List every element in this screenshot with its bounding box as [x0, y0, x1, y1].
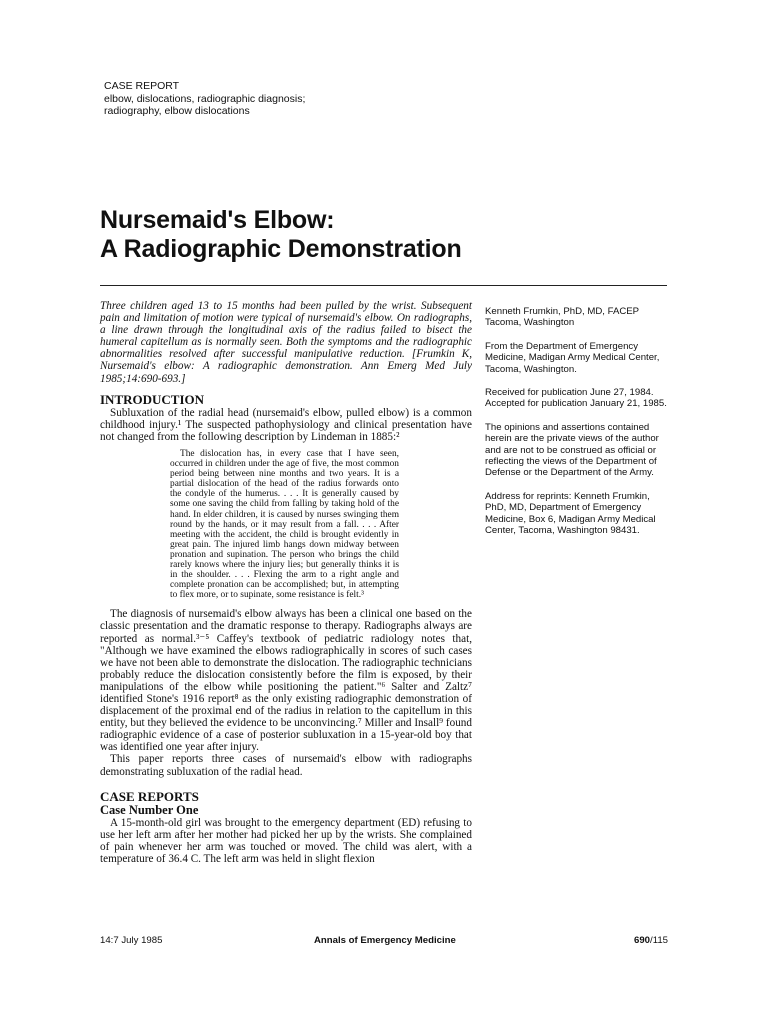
introduction-paragraph-2: The diagnosis of nursemaid's elbow always has been a clinical one based on the classic presentation and the dramatic response to therapy. Radiographs always are reported as normal.³⁻⁵ Caffey's textbook of pediatric radiology notes that, "Although we have examined the elbows radiographically in scores of such cases we have not been able to demonstrate the dislocation. The radiographic technicians probably reduce the dislocation consistently before the film is exposed, by their manipulations of the elbow while positioning the patient."⁶ Salter and Zaltz⁷ identified Stone's 1916 report⁸ as the only existing radiographic demonstration of displacement of the proximal end of the radius in relation to the capitellum in this entity, but they believed the evidence to be unconvincing.⁷ Miller and Insall⁹ found radiographic evidence of a case of posterior subluxation in a 15-year-old boy that was identified one year after injury. — [100, 608, 472, 754]
keywords-line-1: elbow, dislocations, radiographic diagnosis; — [104, 92, 306, 105]
block-quote — [170, 449, 399, 600]
introduction-paragraph-3: This paper reports three cases of nursemaid's elbow with radiographs demonstrating subluxation of the radial head. — [100, 753, 472, 778]
publication-dates: Received for publication June 27, 1984. Accepted for publication January 21, 1985. — [485, 387, 667, 410]
journal-name: Annals of Emergency Medicine — [314, 935, 456, 946]
title-divider — [100, 285, 667, 286]
disclaimer: The opinions and assertions contained herein are the private views of the author and are not to be construed as official or reflecting the views of the Department of Defense or the Department of the Army. — [485, 421, 659, 479]
author-block — [485, 306, 673, 329]
issue-date: 14:7 July 1985 — [100, 935, 163, 946]
article-type-label: CASE REPORT — [104, 80, 180, 92]
keywords-line-2: radiography, elbow dislocations — [104, 105, 250, 117]
article-header — [104, 80, 424, 118]
page-footer — [100, 935, 668, 949]
title-line-2: A Radiographic Demonstration — [100, 235, 462, 263]
introduction-heading: INTRODUCTION — [100, 391, 205, 407]
affiliation: From the Department of Emergency Medicine, Madigan Army Medical Center, Tacoma, Washington. — [485, 340, 660, 375]
reprint-address: Address for reprints: Kenneth Frumkin, PhD, MD, Department of Emergency Medicine, Box 6, Madigan Army Medical Center, Tacoma, Washington 98431. — [485, 490, 656, 537]
author-location: Tacoma, Washington — [485, 317, 575, 329]
case-one-heading: Case Number One — [100, 802, 199, 817]
page-number-main: 690 — [634, 935, 651, 946]
page-number-suffix: /115 — [650, 935, 668, 946]
title-line-1: Nursemaid's Elbow: — [100, 206, 335, 234]
article-title — [100, 206, 462, 264]
main-column — [100, 300, 472, 865]
abstract: Three children aged 13 to 15 months had been pulled by the wrist. Subsequent pain and limitation of motion were typical of nursemaid's elbow. On radiographs, a line drawn through the longitudinal axis of the radius failed to bisect the humeral capitellum as is normally seen. Both the symptoms and the radiographic abnormalities resolved after successful manipulative reduction. [Frumkin K, Nursemaid's elbow: A radiographic demonstration. Ann Emerg Med July 1985;14:690-693.] — [100, 300, 472, 385]
introduction-paragraph-1: Subluxation of the radial head (nursemaid's elbow, pulled elbow) is a common childhood injury.¹ The suspected pathophysiology and clinical presentation have not changed from the following description by Lindeman in 1885:² — [100, 406, 472, 443]
case-reports-heading: CASE REPORTS — [100, 788, 199, 804]
author-name: Kenneth Frumkin, PhD, MD, FACEP — [485, 306, 640, 317]
sidebar-column — [485, 306, 673, 549]
page-number — [634, 935, 668, 946]
quote-text: The dislocation has, in every case that I have seen, occurred in children under the age of five, the most common period being between nine months and two years. It is a partial dislocation of the head of the radius forwards onto the condyle of the humerus. . . . It is generally caused by some one saving the child from falling by taking hold of the hand. In elder children, it is caused by nurses swinging them round by the hands, or it may result from a fall. . . . After meeting with the accident, the child is brought evidently in great pain. The injured limb hangs down midway between pronation and supination. The person who brings the child rarely knows where the injury lies; but generally thinks it is in the shoulder. . . . Flexing the arm to a right angle and complete pronation can be accomplished; but, in attempting to flex more, or to supinate, some resistance is felt.³ — [170, 448, 399, 601]
case-one-paragraph: A 15-month-old girl was brought to the emergency department (ED) refusing to use her left arm after her mother had picked her up by the wrists. She complained of pain whenever her arm was touched or moved. The child was alert, with a temperature of 36.4 C. The left arm was held in slight flexion — [100, 816, 472, 865]
